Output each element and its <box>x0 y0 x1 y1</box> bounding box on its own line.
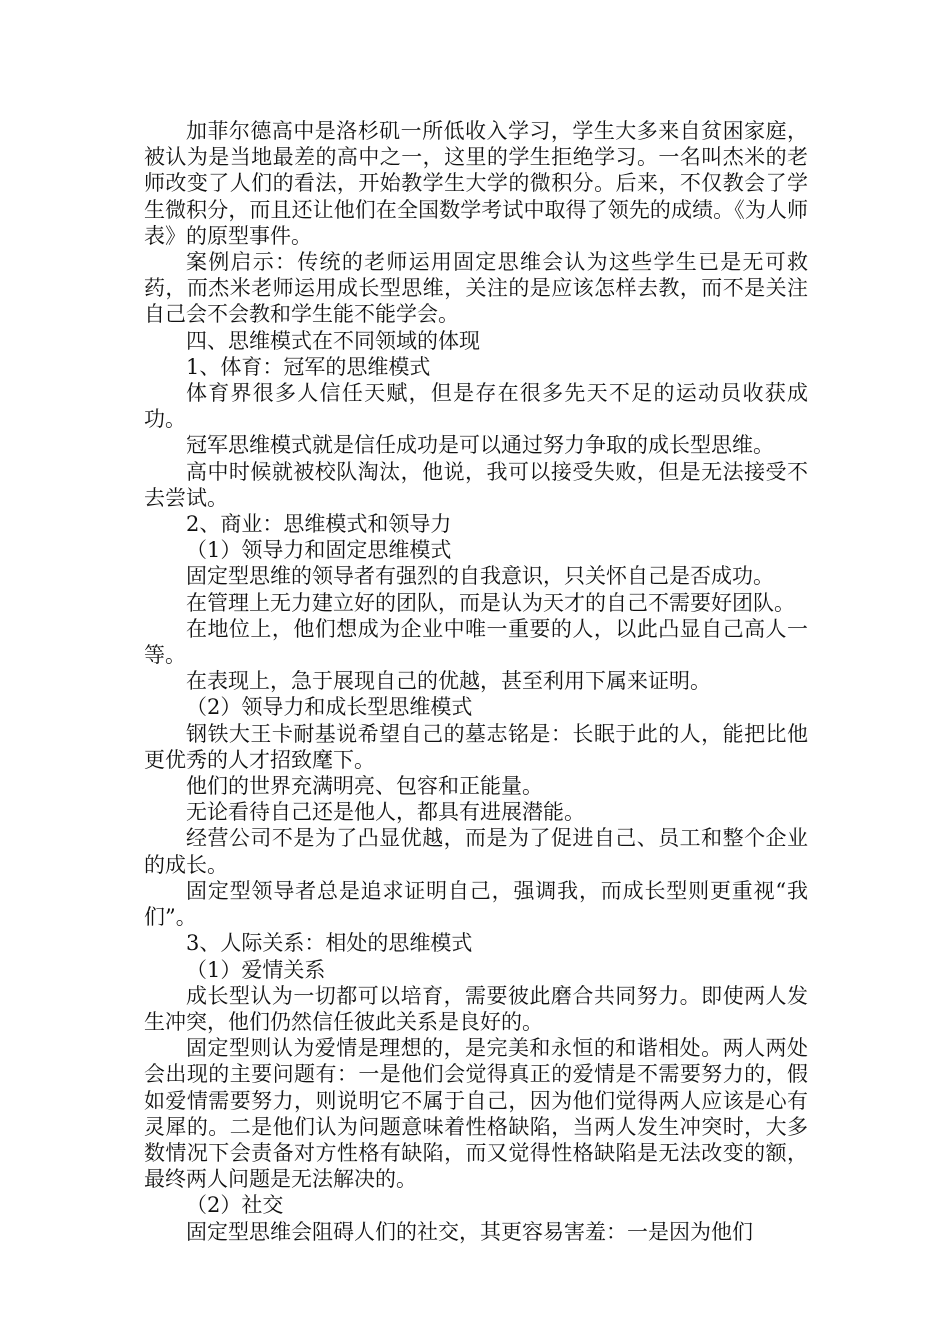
section-heading: 四、思维模式在不同领域的体现 <box>186 328 480 353</box>
paragraph: 案例启示：传统的老师运用固定思维会认为这些学生已是无可救药，而杰米老师运用成长型思维，关注的是应该怎样去教，而不是关注自己会不会教和学生能不能学会。 <box>144 250 808 327</box>
paragraph: 高中时候就被校队淘汰，他说，我可以接受失败，但是无法接受不去尝试。 <box>144 459 808 510</box>
paragraph: 在地位上，他们想成为企业中唯一重要的人，以此凸显自己高人一等。 <box>144 616 808 668</box>
paragraph: 固定型思维会阻碍人们的社交，其更容易害羞：一是因为他们 <box>186 1219 753 1244</box>
paragraph: 他们的世界充满明亮、包容和正能量。 <box>186 774 543 799</box>
paragraph: 经营公司不是为了凸显优越，而是为了促进自己、员工和整个企业的成长。 <box>144 826 808 877</box>
paragraph: 在表现上，急于展现自己的优越，甚至利用下属来证明。 <box>186 669 711 694</box>
paragraph: 固定型领导者总是追求证明自己，强调我，而成长型则更重视“我们”。 <box>144 878 808 930</box>
sub-subsection-heading: （2）领导力和成长型思维模式 <box>186 695 473 720</box>
paragraph: 固定型则认为爱情是理想的，是完美和永恒的和谐相处。两人两处会出现的主要问题有：一是他们会觉得真正的爱情是不需要努力的，假如爱情需要努力，则说明它不属于自己，因为他们觉得两人应该是心有灵犀的。二是他们认为问题意味着性格缺陷，当两人发生冲突时，大多数情况下会责备对方性格有缺陷，而又觉得性格缺陷是无法改变的额，最终两人问题是无法解决的。 <box>144 1036 808 1192</box>
subsection-heading: 1、体育：冠军的思维模式 <box>186 354 431 379</box>
paragraph: 加菲尔德高中是洛杉矶一所低收入学习，学生大多来自贫困家庭，被认为是当地最差的高中之一，这里的学生拒绝学习。一名叫杰米的老师改变了人们的看法，开始教学生大学的微积分。后来，不仅教会了学生微积分，而且还让他们在全国数学考试中取得了领先的成绩。《为人师表》的原型事件。 <box>144 119 808 248</box>
paragraph: 体育界很多人信任天赋，但是存在很多先天不足的运动员收获成功。 <box>144 381 808 432</box>
paragraph: 成长型认为一切都可以培育，需要彼此磨合共同努力。即使两人发生冲突，他们仍然信任彼此关系是良好的。 <box>144 983 808 1034</box>
paragraph: 固定型思维的领导者有强烈的自我意识，只关怀自己是否成功。 <box>186 564 774 589</box>
subsection-heading: 3、人际关系：相处的思维模式 <box>186 931 473 956</box>
paragraph: 冠军思维模式就是信任成功是可以通过努力争取的成长型思维。 <box>186 433 774 458</box>
paragraph: 钢铁大王卡耐基说希望自己的墓志铭是：长眠于此的人，能把比他更优秀的人才招致麾下。 <box>144 721 808 772</box>
paragraph: 在管理上无力建立好的团队，而是认为天才的自己不需要好团队。 <box>186 590 795 615</box>
document-body <box>144 118 808 1245</box>
sub-subsection-heading: （1）领导力和固定思维模式 <box>186 538 452 563</box>
sub-subsection-heading: （1）爱情关系 <box>186 957 326 982</box>
sub-subsection-heading: （2）社交 <box>186 1193 284 1218</box>
subsection-heading: 2、商业：思维模式和领导力 <box>186 512 452 537</box>
paragraph: 无论看待自己还是他人，都具有进展潜能。 <box>186 800 585 825</box>
